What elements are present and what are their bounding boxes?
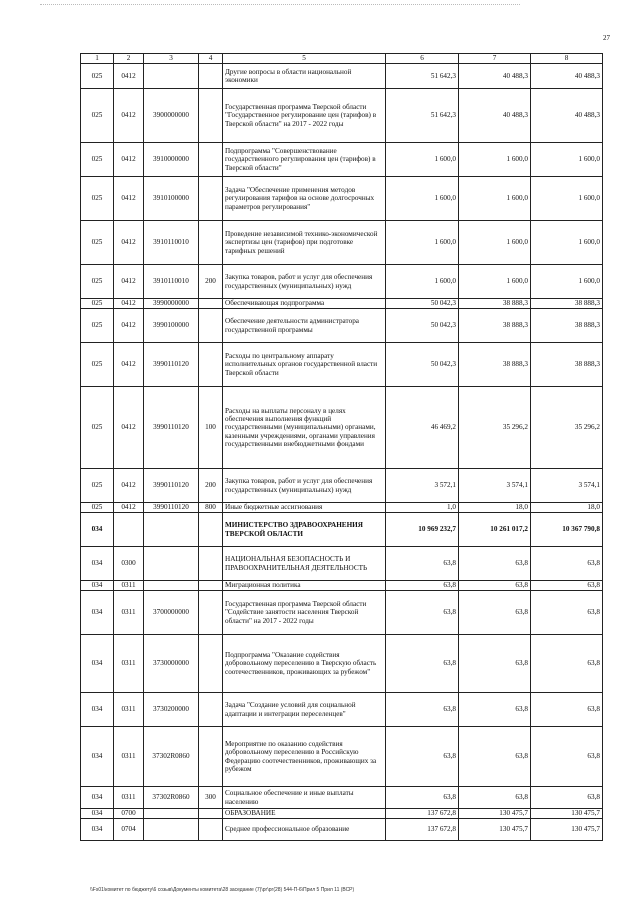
cell-value-year3: 130 475,7 <box>531 809 603 819</box>
cell-value-year3: 40 488,3 <box>531 89 603 143</box>
cell-name: Закупка товаров, работ и услуг для обеспечения государственных (муниципальных) нужд <box>223 265 386 299</box>
cell-value-year1: 46 469,2 <box>386 387 459 469</box>
cell-value-year1: 63,8 <box>386 591 459 635</box>
cell-name: МИНИСТЕРСТВО ЗДРАВООХРАНЕНИЯ ТВЕРСКОЙ ОБЛАСТИ <box>223 513 386 547</box>
cell-value-year2: 40 488,3 <box>459 64 531 89</box>
cell-target-code <box>144 819 199 841</box>
table-row <box>81 809 603 819</box>
table-row <box>81 635 603 693</box>
cell-value-year1: 63,8 <box>386 635 459 693</box>
cell-value-year1: 137 672,8 <box>386 819 459 841</box>
cell-value-year2: 63,8 <box>459 635 531 693</box>
cell-value-year2: 1 600,0 <box>459 265 531 299</box>
cell-value-year3: 130 475,7 <box>531 819 603 841</box>
table-row <box>81 309 603 343</box>
cell-value-year2: 38 888,3 <box>459 299 531 309</box>
cell-value-year2: 38 888,3 <box>459 343 531 387</box>
table-row <box>81 89 603 143</box>
cell-name: Обеспечение деятельности администратора государственной программы <box>223 309 386 343</box>
cell-target-code: 3730000000 <box>144 635 199 693</box>
cell-section-code: 0412 <box>114 299 144 309</box>
scan-edge-artifact <box>40 4 520 7</box>
cell-section-code: 0412 <box>114 265 144 299</box>
cell-target-code: 3990110120 <box>144 343 199 387</box>
cell-value-year3: 63,8 <box>531 787 603 809</box>
cell-expense-type: 300 <box>199 787 223 809</box>
cell-ministry-code: 025 <box>81 469 114 503</box>
cell-name: Подпрограмма "Оказание содействия добровольному переселению в Тверскую область соотечественников, проживающих за рубежом" <box>223 635 386 693</box>
cell-value-year3: 18,0 <box>531 503 603 513</box>
table-row <box>81 503 603 513</box>
cell-value-year2: 130 475,7 <box>459 809 531 819</box>
col-header-1: 1 <box>81 54 114 64</box>
cell-value-year3: 63,8 <box>531 635 603 693</box>
cell-value-year3: 1 600,0 <box>531 177 603 221</box>
cell-section-code: 0700 <box>114 809 144 819</box>
cell-value-year2: 63,8 <box>459 591 531 635</box>
cell-ministry-code: 034 <box>81 787 114 809</box>
table-row <box>81 387 603 469</box>
cell-name: Государственная программа Тверской области "Государственное регулирование цен (тарифов) в Тверской области" на 2017 - 2022 годы <box>223 89 386 143</box>
cell-ministry-code: 025 <box>81 503 114 513</box>
cell-target-code: 3990000000 <box>144 299 199 309</box>
cell-section-code: 0412 <box>114 89 144 143</box>
cell-target-code <box>144 809 199 819</box>
table-row <box>81 221 603 265</box>
cell-ministry-code: 025 <box>81 89 114 143</box>
cell-target-code: 3900000000 <box>144 89 199 143</box>
cell-ministry-code: 034 <box>81 547 114 581</box>
cell-target-code: 3990110120 <box>144 387 199 469</box>
cell-value-year2: 63,8 <box>459 787 531 809</box>
cell-name: ОБРАЗОВАНИЕ <box>223 809 386 819</box>
table-row <box>81 469 603 503</box>
cell-value-year1: 50 042,3 <box>386 299 459 309</box>
cell-section-code: 0412 <box>114 143 144 177</box>
cell-value-year1: 63,8 <box>386 693 459 727</box>
table-row <box>81 513 603 547</box>
cell-expense-type <box>199 64 223 89</box>
cell-section-code: 0300 <box>114 547 144 581</box>
cell-ministry-code: 025 <box>81 143 114 177</box>
cell-ministry-code: 025 <box>81 309 114 343</box>
cell-expense-type <box>199 547 223 581</box>
cell-value-year2: 130 475,7 <box>459 819 531 841</box>
cell-expense-type <box>199 581 223 591</box>
cell-section-code: 0412 <box>114 221 144 265</box>
cell-name: Обеспечивающая подпрограмма <box>223 299 386 309</box>
cell-name: Государственная программа Тверской области "Содействие занятости населения Тверской области" на 2017 - 2022 годы <box>223 591 386 635</box>
col-header-8: 8 <box>531 54 603 64</box>
cell-name: Проведение независимой технико-экономической экспертизы цен (тарифов) при подготовке тарифных решений <box>223 221 386 265</box>
cell-section-code: 0311 <box>114 787 144 809</box>
cell-ministry-code: 025 <box>81 64 114 89</box>
cell-value-year3: 3 574,1 <box>531 469 603 503</box>
cell-value-year3: 63,8 <box>531 547 603 581</box>
cell-name: Расходы на выплаты персоналу в целях обеспечения выполнения функций государственными (муниципальными) органами, казенными учреждениями, органами управления государственными внебюджетными фондами <box>223 387 386 469</box>
cell-ministry-code: 025 <box>81 221 114 265</box>
cell-ministry-code: 034 <box>81 693 114 727</box>
cell-section-code: 0412 <box>114 503 144 513</box>
cell-value-year3: 1 600,0 <box>531 143 603 177</box>
cell-value-year3: 38 888,3 <box>531 299 603 309</box>
cell-value-year3: 63,8 <box>531 693 603 727</box>
cell-target-code: 3910100000 <box>144 177 199 221</box>
cell-expense-type <box>199 809 223 819</box>
cell-expense-type <box>199 513 223 547</box>
page-number: 27 <box>603 34 610 42</box>
cell-expense-type <box>199 591 223 635</box>
cell-value-year2: 1 600,0 <box>459 221 531 265</box>
cell-expense-type <box>199 693 223 727</box>
cell-section-code: 0412 <box>114 64 144 89</box>
cell-value-year2: 40 488,3 <box>459 89 531 143</box>
col-header-4: 4 <box>199 54 223 64</box>
cell-ministry-code: 025 <box>81 177 114 221</box>
cell-ministry-code: 034 <box>81 581 114 591</box>
col-header-6: 6 <box>386 54 459 64</box>
cell-value-year3: 40 488,3 <box>531 64 603 89</box>
cell-value-year1: 63,8 <box>386 787 459 809</box>
cell-name: Подпрограмма "Совершенствование государственного регулирования цен (тарифов) в Тверской области" <box>223 143 386 177</box>
cell-target-code: 3910000000 <box>144 143 199 177</box>
cell-target-code: 3730200000 <box>144 693 199 727</box>
table-row <box>81 819 603 841</box>
budget-table <box>80 53 603 841</box>
cell-name: Мероприятие по оказанию содействия добровольному переселению в Российскую Федерацию соотечественников, проживающих за рубежом <box>223 727 386 787</box>
cell-value-year2: 63,8 <box>459 547 531 581</box>
cell-section-code: 0311 <box>114 591 144 635</box>
cell-value-year2: 1 600,0 <box>459 177 531 221</box>
cell-ministry-code: 025 <box>81 387 114 469</box>
cell-expense-type <box>199 143 223 177</box>
table-row <box>81 177 603 221</box>
table-row <box>81 591 603 635</box>
cell-target-code: 3910110010 <box>144 265 199 299</box>
cell-name: Расходы по центральному аппарату исполнительных органов государственной власти Тверской области <box>223 343 386 387</box>
cell-section-code: 0412 <box>114 343 144 387</box>
cell-expense-type <box>199 177 223 221</box>
cell-expense-type: 100 <box>199 387 223 469</box>
cell-expense-type <box>199 89 223 143</box>
cell-expense-type <box>199 819 223 841</box>
cell-value-year3: 63,8 <box>531 591 603 635</box>
cell-value-year1: 63,8 <box>386 727 459 787</box>
cell-name: Социальное обеспечение и иные выплаты населению <box>223 787 386 809</box>
cell-section-code: 0311 <box>114 727 144 787</box>
cell-value-year2: 18,0 <box>459 503 531 513</box>
cell-ministry-code: 034 <box>81 635 114 693</box>
cell-ministry-code: 034 <box>81 819 114 841</box>
cell-value-year1: 51 642,3 <box>386 64 459 89</box>
cell-value-year1: 63,8 <box>386 547 459 581</box>
cell-ministry-code: 025 <box>81 299 114 309</box>
cell-value-year2: 63,8 <box>459 727 531 787</box>
header-row <box>81 54 603 64</box>
cell-value-year3: 35 296,2 <box>531 387 603 469</box>
cell-section-code <box>114 513 144 547</box>
cell-value-year1: 1 600,0 <box>386 221 459 265</box>
cell-name: Задача "Создание условий для социальной адаптации и интеграции переселенцев" <box>223 693 386 727</box>
cell-value-year1: 63,8 <box>386 581 459 591</box>
cell-target-code: 37302R0860 <box>144 787 199 809</box>
cell-target-code: 3990100000 <box>144 309 199 343</box>
cell-name: Другие вопросы в области национальной экономики <box>223 64 386 89</box>
col-header-3: 3 <box>144 54 199 64</box>
cell-target-code: 3990110120 <box>144 469 199 503</box>
cell-section-code: 0704 <box>114 819 144 841</box>
cell-name: Задача "Обеспечение применения методов регулирования тарифов на основе долгосрочных параметров регулирования" <box>223 177 386 221</box>
cell-value-year1: 50 042,3 <box>386 309 459 343</box>
cell-expense-type <box>199 635 223 693</box>
cell-expense-type: 200 <box>199 469 223 503</box>
cell-section-code: 0311 <box>114 581 144 591</box>
cell-value-year1: 10 969 232,7 <box>386 513 459 547</box>
table-row <box>81 64 603 89</box>
cell-value-year1: 50 042,3 <box>386 343 459 387</box>
cell-target-code: 3990110120 <box>144 503 199 513</box>
cell-target-code <box>144 547 199 581</box>
table-row <box>81 547 603 581</box>
cell-ministry-code: 034 <box>81 513 114 547</box>
cell-value-year1: 1 600,0 <box>386 143 459 177</box>
cell-section-code: 0311 <box>114 635 144 693</box>
cell-target-code <box>144 64 199 89</box>
cell-value-year2: 1 600,0 <box>459 143 531 177</box>
cell-expense-type <box>199 309 223 343</box>
cell-value-year2: 35 296,2 <box>459 387 531 469</box>
table-row <box>81 299 603 309</box>
cell-ministry-code: 034 <box>81 591 114 635</box>
cell-ministry-code: 025 <box>81 343 114 387</box>
table-row <box>81 265 603 299</box>
cell-target-code: 37302R0860 <box>144 727 199 787</box>
cell-value-year2: 10 261 017,2 <box>459 513 531 547</box>
cell-section-code: 0311 <box>114 693 144 727</box>
cell-section-code: 0412 <box>114 309 144 343</box>
cell-value-year2: 63,8 <box>459 581 531 591</box>
cell-section-code: 0412 <box>114 387 144 469</box>
cell-ministry-code: 034 <box>81 809 114 819</box>
cell-section-code: 0412 <box>114 177 144 221</box>
cell-name: Миграционная политика <box>223 581 386 591</box>
cell-name: Иные бюджетные ассигнования <box>223 503 386 513</box>
cell-value-year2: 38 888,3 <box>459 309 531 343</box>
cell-expense-type <box>199 299 223 309</box>
table-row <box>81 143 603 177</box>
cell-value-year3: 38 888,3 <box>531 343 603 387</box>
cell-target-code: 3910110010 <box>144 221 199 265</box>
cell-expense-type: 200 <box>199 265 223 299</box>
cell-value-year1: 137 672,8 <box>386 809 459 819</box>
cell-section-code: 0412 <box>114 469 144 503</box>
table-row <box>81 581 603 591</box>
cell-value-year1: 1,0 <box>386 503 459 513</box>
cell-value-year3: 63,8 <box>531 581 603 591</box>
cell-value-year1: 1 600,0 <box>386 265 459 299</box>
table-row <box>81 343 603 387</box>
cell-expense-type <box>199 343 223 387</box>
cell-expense-type: 800 <box>199 503 223 513</box>
file-path-footer: \\Fs01\комитет по бюджету\6 созыв\Документы комитета\28 заседание (7)\рг\рг(28) 544-П-6\Прил 5 Прил 11 (ВСР) <box>90 887 355 893</box>
table-row <box>81 727 603 787</box>
cell-value-year1: 1 600,0 <box>386 177 459 221</box>
cell-value-year3: 38 888,3 <box>531 309 603 343</box>
cell-ministry-code: 025 <box>81 265 114 299</box>
col-header-5: 5 <box>223 54 386 64</box>
cell-name: Закупка товаров, работ и услуг для обеспечения государственных (муниципальных) нужд <box>223 469 386 503</box>
cell-value-year1: 3 572,1 <box>386 469 459 503</box>
cell-expense-type <box>199 221 223 265</box>
cell-value-year3: 63,8 <box>531 727 603 787</box>
cell-name: Среднее профессиональное образование <box>223 819 386 841</box>
cell-ministry-code: 034 <box>81 727 114 787</box>
cell-target-code <box>144 513 199 547</box>
cell-value-year2: 63,8 <box>459 693 531 727</box>
cell-target-code: 3700000000 <box>144 591 199 635</box>
col-header-2: 2 <box>114 54 144 64</box>
col-header-7: 7 <box>459 54 531 64</box>
cell-value-year3: 10 367 790,8 <box>531 513 603 547</box>
cell-value-year2: 3 574,1 <box>459 469 531 503</box>
cell-value-year3: 1 600,0 <box>531 221 603 265</box>
cell-value-year3: 1 600,0 <box>531 265 603 299</box>
table-row <box>81 787 603 809</box>
cell-expense-type <box>199 727 223 787</box>
cell-name: НАЦИОНАЛЬНАЯ БЕЗОПАСНОСТЬ И ПРАВООХРАНИТЕЛЬНАЯ ДЕЯТЕЛЬНОСТЬ <box>223 547 386 581</box>
cell-value-year1: 51 642,3 <box>386 89 459 143</box>
cell-target-code <box>144 581 199 591</box>
table-row <box>81 693 603 727</box>
